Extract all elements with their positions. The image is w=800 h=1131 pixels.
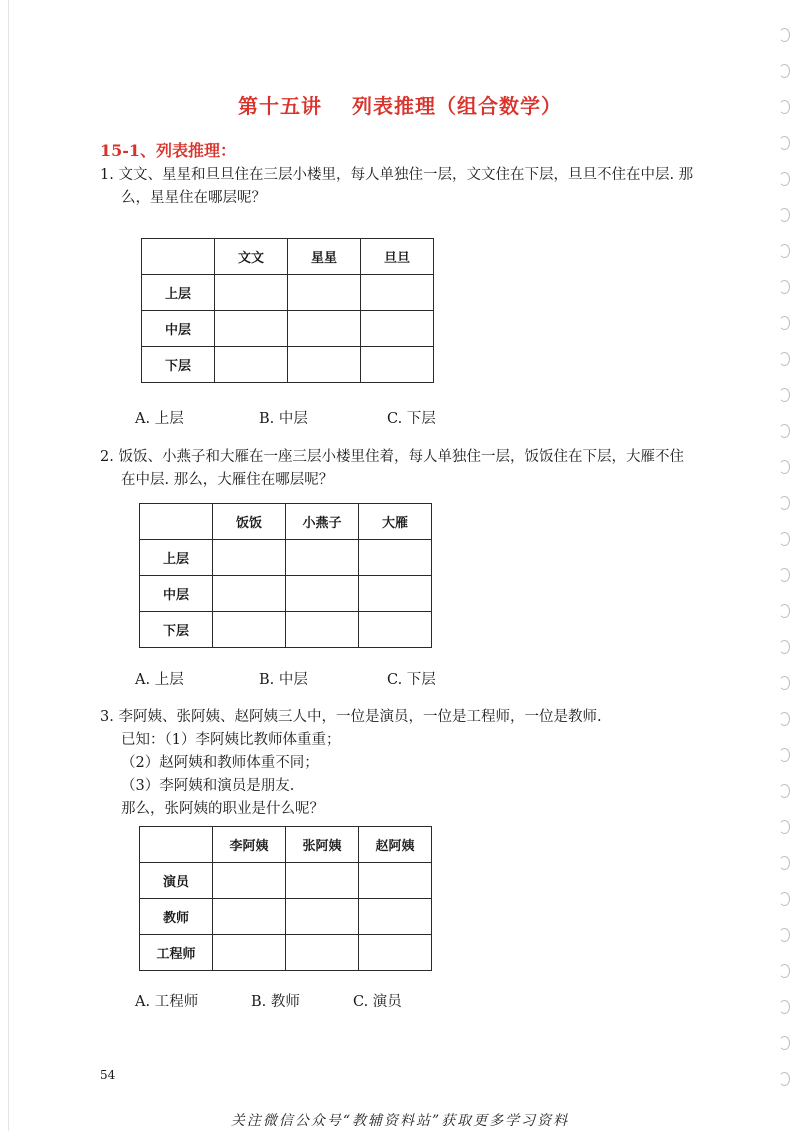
row-header: 演员 bbox=[140, 863, 213, 899]
question-2 bbox=[100, 446, 720, 492]
row-header: 教师 bbox=[140, 899, 213, 935]
binding-hole bbox=[779, 676, 790, 690]
question-2-line-2: 在中层. 那么，大雁住在哪层呢？ bbox=[121, 472, 334, 488]
binding-hole bbox=[779, 172, 790, 186]
table-cell bbox=[359, 612, 432, 648]
table-cell bbox=[286, 935, 359, 971]
column-header: 小燕子 bbox=[286, 504, 359, 540]
table-cell bbox=[215, 311, 288, 347]
binding-hole bbox=[779, 928, 790, 942]
column-header: 旦旦 bbox=[361, 239, 434, 275]
binding-hole bbox=[779, 100, 790, 114]
option-a: A. 上层 bbox=[135, 672, 184, 688]
table-cell bbox=[288, 347, 361, 383]
table-cell bbox=[361, 311, 434, 347]
option-a: A. 上层 bbox=[135, 411, 184, 427]
footer-note: 关注微信公众号“教辅资料站”获取更多学习资料 bbox=[230, 1113, 570, 1129]
table-cell bbox=[361, 347, 434, 383]
question-3-ask: 那么，张阿姨的职业是什么呢？ bbox=[121, 801, 324, 817]
binding-hole bbox=[779, 784, 790, 798]
table-cell bbox=[286, 863, 359, 899]
option-a: A. 工程师 bbox=[135, 994, 199, 1010]
row-header: 中层 bbox=[142, 311, 215, 347]
table-cell bbox=[361, 275, 434, 311]
page-edge bbox=[8, 0, 9, 1131]
binding-hole bbox=[779, 28, 790, 42]
condition-line: （2）赵阿姨和教师体重不同； bbox=[121, 755, 319, 771]
table-cell bbox=[286, 540, 359, 576]
table-cell bbox=[359, 899, 432, 935]
table-corner bbox=[140, 504, 213, 540]
condition-line: （3）李阿姨和演员是朋友. bbox=[121, 778, 295, 794]
table-cell bbox=[213, 899, 286, 935]
page-number: 54 bbox=[100, 1068, 116, 1082]
binding-hole bbox=[779, 1072, 790, 1086]
lecture-topic: 列表推理（组合数学） bbox=[352, 94, 562, 118]
binding-hole bbox=[779, 640, 790, 654]
option-c: C. 下层 bbox=[387, 672, 436, 688]
binding-holes bbox=[770, 0, 800, 1131]
binding-hole bbox=[779, 1000, 790, 1014]
column-header: 李阿姨 bbox=[213, 827, 286, 863]
table-cell bbox=[215, 275, 288, 311]
binding-hole bbox=[779, 424, 790, 438]
binding-hole bbox=[779, 244, 790, 258]
question-1-line-1: 1. 文文、星星和旦旦住在三层小楼里，每人单独住一层，文文住在下层，旦旦不住在中层. 那 bbox=[100, 167, 694, 183]
binding-hole bbox=[779, 856, 790, 870]
binding-hole bbox=[779, 964, 790, 978]
table-cell bbox=[288, 311, 361, 347]
binding-hole bbox=[779, 892, 790, 906]
section-heading: 15-1、列表推理： bbox=[100, 141, 237, 160]
question-1-line-2: 么，星星住在哪层呢？ bbox=[121, 190, 266, 206]
option-b: B. 中层 bbox=[259, 411, 308, 427]
table-cell bbox=[213, 863, 286, 899]
column-header: 大雁 bbox=[359, 504, 432, 540]
binding-hole bbox=[779, 496, 790, 510]
binding-hole bbox=[779, 136, 790, 150]
binding-hole bbox=[779, 532, 790, 546]
binding-hole bbox=[779, 388, 790, 402]
question-3-conditions bbox=[121, 729, 340, 821]
lecture-number: 第十五讲 bbox=[238, 94, 322, 118]
table-cell bbox=[359, 540, 432, 576]
page-title bbox=[0, 90, 800, 119]
table-cell bbox=[286, 576, 359, 612]
condition-line: 已知：（1）李阿姨比教师体重重； bbox=[121, 732, 341, 748]
table-cell bbox=[286, 899, 359, 935]
column-header: 饭饭 bbox=[213, 504, 286, 540]
row-header: 下层 bbox=[140, 612, 213, 648]
row-header: 上层 bbox=[142, 275, 215, 311]
binding-hole bbox=[779, 208, 790, 222]
row-header: 工程师 bbox=[140, 935, 213, 971]
option-c: C. 下层 bbox=[387, 411, 436, 427]
table-cell bbox=[213, 540, 286, 576]
option-b: B. 中层 bbox=[259, 672, 308, 688]
binding-hole bbox=[779, 568, 790, 582]
question-2-line-1: 2. 饭饭、小燕子和大雁在一座三层小楼里住着，每人单独住一层，饭饭住在下层，大雁不住 bbox=[100, 449, 684, 465]
table-cell bbox=[213, 576, 286, 612]
binding-hole bbox=[779, 820, 790, 834]
binding-hole bbox=[779, 316, 790, 330]
question-1 bbox=[100, 164, 720, 210]
option-b: B. 教师 bbox=[251, 994, 300, 1010]
column-header: 文文 bbox=[215, 239, 288, 275]
table-cell bbox=[215, 347, 288, 383]
row-header: 下层 bbox=[142, 347, 215, 383]
table-cell bbox=[288, 275, 361, 311]
table-corner bbox=[142, 239, 215, 275]
table-cell bbox=[359, 576, 432, 612]
question-3-line-1: 3. 李阿姨、张阿姨、赵阿姨三人中，一位是演员，一位是工程师，一位是教师. bbox=[100, 709, 602, 725]
table-cell bbox=[286, 612, 359, 648]
binding-hole bbox=[779, 1036, 790, 1050]
row-header: 中层 bbox=[140, 576, 213, 612]
table-cell bbox=[359, 863, 432, 899]
table-cell bbox=[213, 935, 286, 971]
row-header: 上层 bbox=[140, 540, 213, 576]
column-header: 星星 bbox=[288, 239, 361, 275]
binding-hole bbox=[779, 64, 790, 78]
column-header: 张阿姨 bbox=[286, 827, 359, 863]
binding-hole bbox=[779, 280, 790, 294]
question-3 bbox=[100, 706, 720, 729]
option-c: C. 演员 bbox=[353, 994, 402, 1010]
question-2-table bbox=[139, 503, 432, 648]
binding-hole bbox=[779, 352, 790, 366]
binding-hole bbox=[779, 604, 790, 618]
binding-hole bbox=[779, 460, 790, 474]
column-header: 赵阿姨 bbox=[359, 827, 432, 863]
binding-hole bbox=[779, 748, 790, 762]
binding-hole bbox=[779, 712, 790, 726]
table-corner bbox=[140, 827, 213, 863]
table-cell bbox=[359, 935, 432, 971]
question-1-table bbox=[141, 238, 434, 383]
question-3-table bbox=[139, 826, 432, 971]
table-cell bbox=[213, 612, 286, 648]
